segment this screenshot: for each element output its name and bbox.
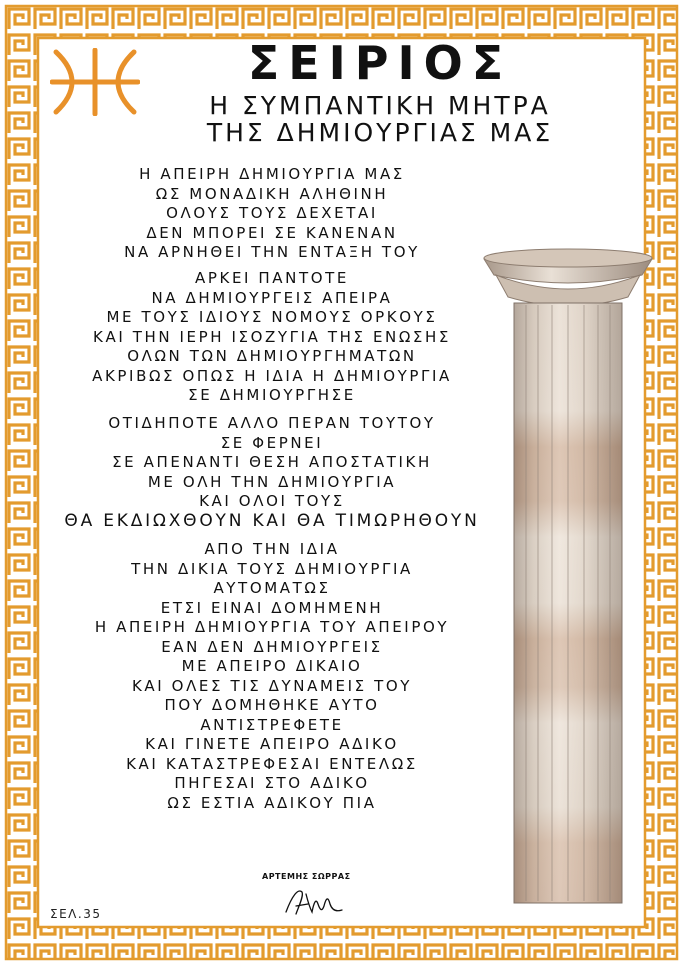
- poem-line: ΟΛΟΥΣ ΤΟΥΣ ΔΕΧΕΤΑΙ: [166, 204, 378, 222]
- poem-line: ΩΣ ΜΟΝΑΔΙΚΗ ΑΛΗΘΙΝΗ: [155, 184, 389, 203]
- poem-line: Η ΑΠΕΙΡΗ ΔΗΜΙΟΥΡΓΙΑ ΜΑΣ: [139, 165, 405, 183]
- poem-line: ΣΕ ΦΕΡΝΕΙ: [220, 433, 324, 452]
- poem-line: ΩΣ ΕΣΤΙΑ ΑΔΙΚΟΥ ΠΙΑ: [167, 793, 377, 812]
- poem-line: ΟΛΩΝ ΤΩΝ ΔΗΜΙΟΥΡΓΗΜΑΤΩΝ: [127, 347, 417, 365]
- page-title: ΣΕΙΡΙΟΣ: [247, 36, 513, 90]
- poem-line: ΑΝΤΙΣΤΡΕΦΕΤΕ: [200, 715, 344, 734]
- stanza-2: [32, 269, 512, 406]
- poem-line: ΚΑΙ ΓΙΝΕΤΕ ΑΠΕΙΡΟ ΑΔΙΚΟ: [145, 735, 399, 753]
- poem-line: ΑΚΡΙΒΩΣ ΟΠΩΣ Η ΙΔΙΑ Η ΔΗΜΙΟΥΡΓΙΑ: [92, 366, 452, 385]
- poem-line: ΜΕ ΟΛΗ ΤΗΝ ΔΗΜΙΟΥΡΓΙΑ: [147, 472, 397, 491]
- poem-line: ΕΤΣΙ ΕΙΝΑΙ ΔΟΜΗΜΕΝΗ: [160, 598, 384, 617]
- poem-line: ΟΤΙΔΗΠΟΤΕ ΑΛΛΟ ΠΕΡΑΝ ΤΟΥΤΟΥ: [108, 414, 436, 432]
- poem-line: ΑΠΟ ΤΗΝ ΙΔΙΑ: [204, 540, 340, 558]
- stanza-4: [32, 540, 512, 813]
- poem-line: ΘΑ ΕΚΔΙΩΧΘΟΥΝ ΚΑΙ ΘΑ ΤΙΜΩΡΗΘΟΥΝ: [64, 510, 480, 531]
- poem-line: ΚΑΙ ΟΛΕΣ ΤΙΣ ΔΥΝΑΜΕΙΣ ΤΟΥ: [131, 676, 413, 695]
- poem-line: ΕΑΝ ΔΕΝ ΔΗΜΙΟΥΡΓΕΙΣ: [161, 637, 383, 656]
- signature: [282, 884, 346, 918]
- poem-line: Η ΑΠΕΙΡΗ ΔΗΜΙΟΥΡΓΙΑ ΤΟΥ ΑΠΕΙΡΟΥ: [94, 618, 450, 636]
- poem-line: ΠΟΥ ΔΟΜΗΘΗΚΕ ΑΥΤΟ: [164, 696, 380, 714]
- doric-column-image: [478, 245, 658, 910]
- poem-line: ΚΑΙ ΚΑΤΑΣΤΡΕΦΕΣΑΙ ΕΝΤΕΛΩΣ: [126, 754, 418, 773]
- poem-line: ΚΑΙ ΟΛΟΙ ΤΟΥΣ: [199, 492, 345, 510]
- poem-line: ΚΑΙ ΤΗΝ ΙΕΡΗ ΙΣΟΖΥΓΙΑ ΤΗΣ ΕΝΩΣΗΣ: [93, 327, 451, 346]
- stanza-3: [32, 414, 512, 531]
- subtitle-line-2: ΤΗΣ ΔΗΜΙΟΥΡΓΙΑΣ ΜΑΣ: [206, 118, 554, 147]
- poem-line: ΜΕ ΤΟΥΣ ΙΔΙΟΥΣ ΝΟΜΟΥΣ ΟΡΚΟΥΣ: [106, 308, 438, 326]
- page-number: ΣΕΛ.35: [50, 907, 102, 921]
- poem-line: ΝΑ ΑΡΝΗΘΕΙ ΤΗΝ ΕΝΤΑΞΗ ΤΟΥ: [124, 243, 420, 261]
- poem-line: ΔΕΝ ΜΠΟΡΕΙ ΣΕ ΚΑΝΕΝΑΝ: [146, 223, 398, 242]
- poem-line: ΑΥΤΟΜΑΤΩΣ: [213, 579, 331, 597]
- poem-line: ΤΗΝ ΔΙΚΙΑ ΤΟΥΣ ΔΗΜΙΟΥΡΓΙΑ: [131, 559, 413, 578]
- poem-line: ΠΗΓΕΣΑΙ ΣΤΟ ΑΔΙΚΟ: [174, 774, 370, 792]
- poem-line: ΣΕ ΑΠΕΝΑΝΤΙ ΘΕΣΗ ΑΠΟΣΤΑΤΙΚΗ: [112, 453, 432, 471]
- poem-line: ΑΡΚΕΙ ΠΑΝΤΟΤΕ: [195, 269, 349, 287]
- poem-line: ΜΕ ΑΠΕΙΡΟ ΔΙΚΑΙΟ: [181, 657, 363, 675]
- poem-line: ΣΕ ΔΗΜΙΟΥΡΓΗΣΕ: [188, 386, 356, 404]
- poem-line: ΝΑ ΔΗΜΙΟΥΡΓΕΙΣ ΑΠΕΙΡΑ: [151, 288, 393, 307]
- subtitle-line-1: Η ΣΥΜΠΑΝΤΙΚΗ ΜΗΤΡΑ: [209, 91, 551, 120]
- stanza-1: [32, 165, 512, 263]
- sirius-symbol-icon: [50, 48, 140, 116]
- author-name: ΑΡΤΕΜΗΣ ΣΩΡΡΑΣ: [262, 872, 351, 881]
